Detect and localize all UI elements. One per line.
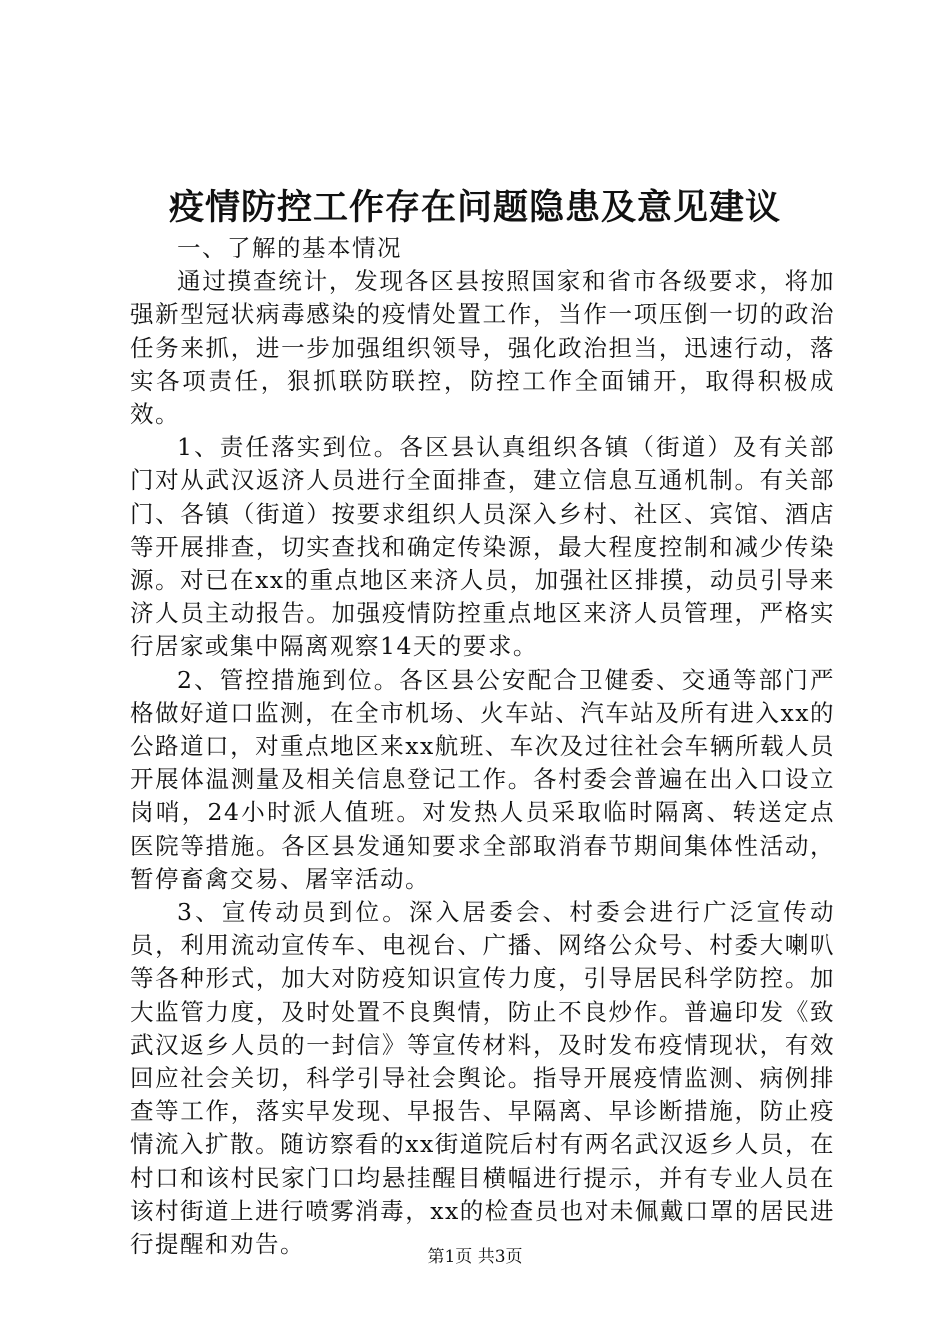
document-title: 疫情防控工作存在问题隐患及意见建议 [168,187,781,228]
paragraph-control-measures: 2、管控措施到位。各区县公安配合卫健委、交通等部门严格做好道口监测，在全市机场、火车站、汽车站及所有进入xx的公路道口，对重点地区来xx航班、车次及过往社会车辆所载人员开展体温测量及相关信息登记工作。各村委会普遍在出入口设立岗哨，24小时派人值班。对发热人员采取临时隔离、转送定点医院等措施。各区县发通知要求全部取消春节期间集体性活动，暂停畜禽交易、屠宰活动。 [130,665,835,893]
section-heading: 一、了解的基本情况 [177,234,402,262]
paragraph-overview: 通过摸查统计，发现各区县按照国家和省市各级要求，将加强新型冠状病毒感染的疫情处置工作，当作一项压倒一切的政治任务来抓，进一步加强组织领导，强化政治担当，迅速行动，落实各项责任，狠抓联防联控，防控工作全面铺开，取得积极成效。 [130,267,835,429]
paragraph-publicity: 3、宣传动员到位。深入居委会、村委会进行广泛宣传动员，利用流动宣传车、电视台、广播、网络公众号、村委大喇叭等各种形式，加大对防疫知识宣传力度，引导居民科学防控。加大监管力度，及时处置不良舆情，防止不良炒作。普遍印发《致武汉返乡人员的一封信》等宣传材料，及时发布疫情现状，有效回应社会关切，科学引导社会舆论。指导开展疫情监测、病例排查等工作，落实早发现、早报告、早隔离、早诊断措施，防止疫情流入扩散。随访察看的xx街道院后村有两名武汉返乡人员，在村口和该村民家门口均悬挂醒目横幅进行提示，并有专业人员在该村街道上进行喷雾消毒，xx的检查员也对未佩戴口罩的居民进行提醒和劝告。 [130,898,835,1259]
paragraph-responsibility: 1、责任落实到位。各区县认真组织各镇（街道）及有关部门对从武汉返济人员进行全面排查，建立信息互通机制。有关部门、各镇（街道）按要求组织人员深入乡村、社区、宾馆、酒店等开展排查，切实查找和确定传染源，最大程度控制和减少传染源。对已在xx的重点地区来济人员，加强社区排摸，动员引导来济人员主动报告。加强疫情防控重点地区来济人员管理，严格实行居家或集中隔离观察14天的要求。 [130,433,835,661]
page-number-footer: 第1页 共3页 [427,1247,523,1267]
document-body [130,232,835,1261]
